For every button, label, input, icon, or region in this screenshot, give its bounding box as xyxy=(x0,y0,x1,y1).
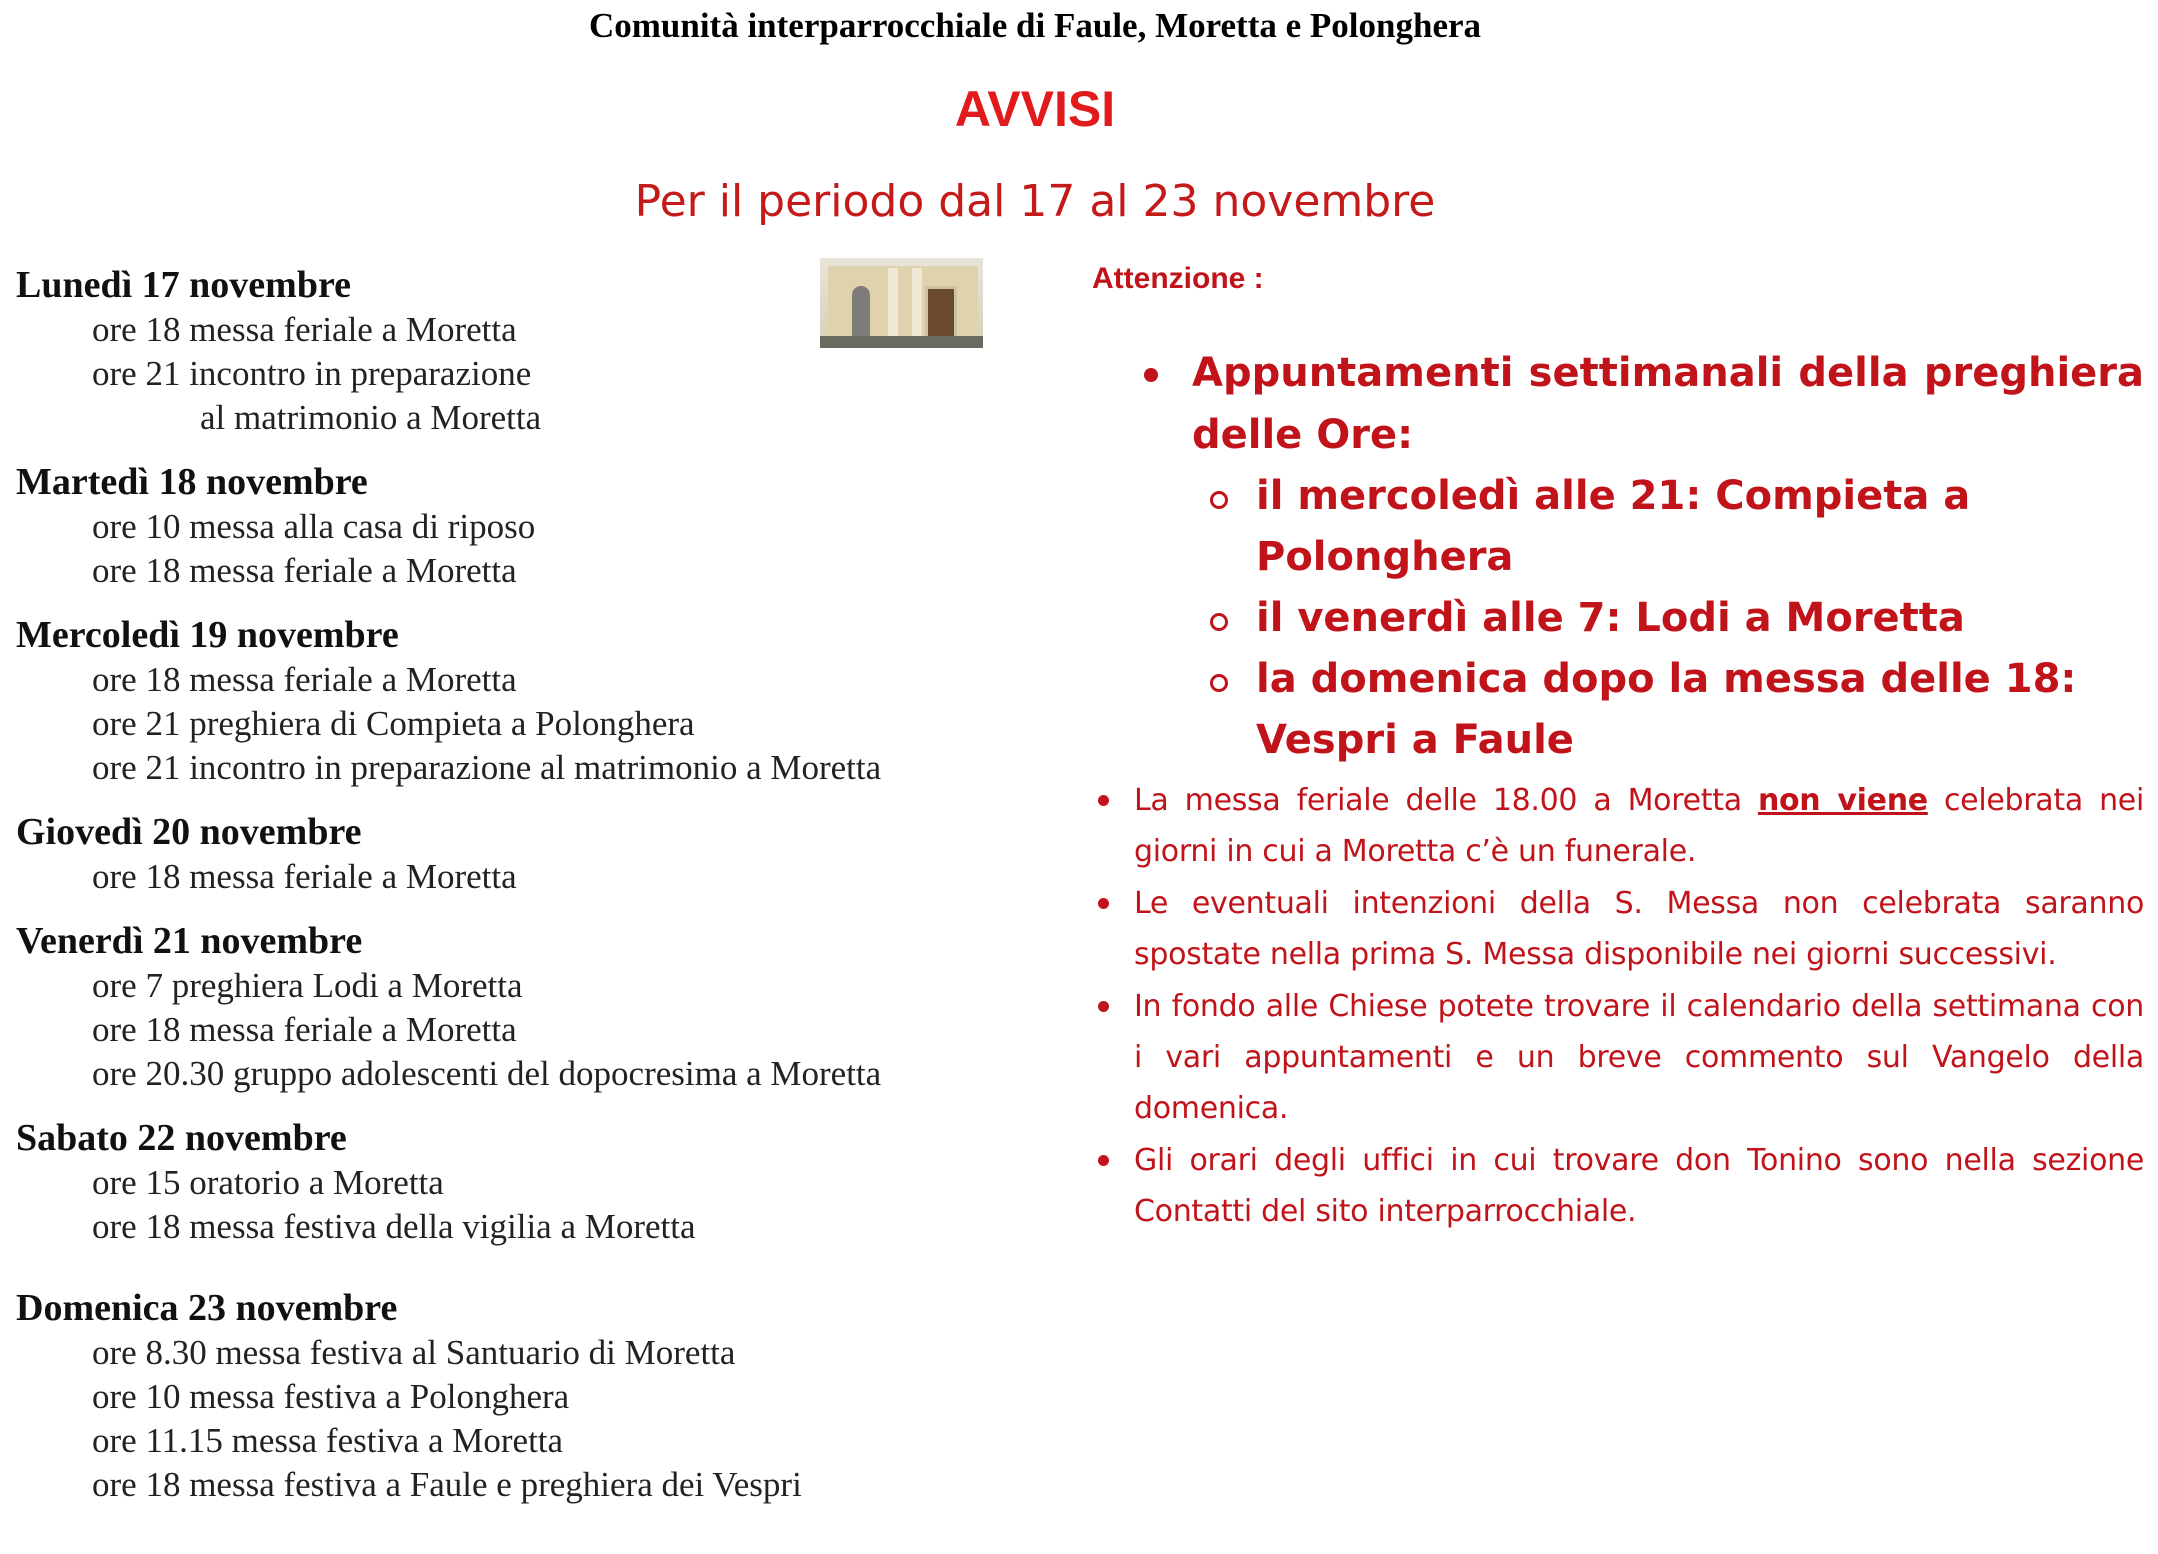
attention-label: Attenzione : xyxy=(1092,262,1264,295)
note-text: celebrata nei giorni in cui a Moretta c’è un funerale. xyxy=(1134,783,2144,869)
day-title: Domenica 23 novembre xyxy=(16,1287,398,1329)
note-emphasis: non viene xyxy=(1757,783,1928,818)
notes-list xyxy=(1092,775,2144,1237)
list-item-text: la domenica dopo la messa delle 18: Vespri a Faule xyxy=(1256,656,2077,763)
schedule-day-wednesday xyxy=(16,612,1016,790)
schedule-entry: ore 15 oratorio a Moretta xyxy=(92,1163,444,1202)
circle-bullet-icon xyxy=(1210,613,1228,631)
bullet-icon xyxy=(1098,1001,1109,1012)
bullet-icon xyxy=(1098,795,1109,806)
schedule-entry: ore 10 messa festiva a Polonghera xyxy=(92,1377,570,1416)
schedule-entry: ore 8.30 messa festiva al Santuario di Moretta xyxy=(92,1333,736,1372)
prayer-appointments-text: Appuntamenti settimanali della preghiera delle Ore: xyxy=(1192,350,2144,458)
list-item-text: il mercoledì alle 21: Compieta a Polonghera xyxy=(1256,473,1971,580)
schedule-day-monday xyxy=(16,262,1016,440)
weekly-schedule xyxy=(16,262,1016,1526)
note-calendar xyxy=(1092,981,2144,1134)
day-title: Martedì 18 novembre xyxy=(16,461,368,503)
schedule-entry: ore 18 messa festiva della vigilia a Moretta xyxy=(92,1207,696,1246)
circle-bullet-icon xyxy=(1210,674,1228,692)
schedule-entry: ore 11.15 messa festiva a Moretta xyxy=(92,1421,564,1460)
note-text: Le eventuali intenzioni della S. Messa non celebrata saranno spostate nella prima S. Messa disponibile nei giorni successivi. xyxy=(1134,886,2144,972)
note-text: Gli orari degli uffici in cui trovare don Tonino sono nella sezione Contatti del sito interparrocchiale. xyxy=(1134,1143,2144,1229)
note-text: In fondo alle Chiese potete trovare il calendario della settimana con i vari appuntamenti e un breve commento sul Vangelo della domenica. xyxy=(1134,989,2144,1126)
bullet-icon xyxy=(1098,898,1109,909)
schedule-day-saturday xyxy=(16,1115,1016,1249)
schedule-day-tuesday xyxy=(16,459,1016,593)
schedule-day-friday xyxy=(16,918,1016,1096)
note-funeral xyxy=(1092,775,2144,877)
schedule-entry: ore 18 messa feriale a Moretta xyxy=(92,551,517,590)
schedule-entry: ore 18 messa feriale a Moretta xyxy=(92,310,517,349)
notices-panel xyxy=(1092,262,2144,1237)
page-title: AVVISI xyxy=(954,81,1116,137)
schedule-entry: ore 20.30 gruppo adolescenti del dopocresima a Moretta xyxy=(92,1054,882,1093)
schedule-entry: ore 7 preghiera Lodi a Moretta xyxy=(92,966,523,1005)
schedule-entry: ore 18 messa feriale a Moretta xyxy=(92,1010,517,1049)
schedule-entry: ore 21 incontro in preparazione al matrimonio a Moretta xyxy=(92,748,882,787)
prayer-appointments-list xyxy=(1092,466,2144,771)
schedule-entry-text: ore 21 incontro in preparazione xyxy=(92,354,532,393)
schedule-entry xyxy=(16,352,1016,440)
schedule-entry: ore 18 messa festiva a Faule e preghiera dei Vespri xyxy=(92,1465,802,1504)
note-office-hours xyxy=(1092,1135,2144,1237)
period-subtitle: Per il periodo dal 17 al 23 novembre xyxy=(634,176,1436,227)
list-item-text: il venerdì alle 7: Lodi a Moretta xyxy=(1256,595,1965,641)
schedule-entry: ore 21 preghiera di Compieta a Polonghera xyxy=(92,704,695,743)
schedule-entry-continuation: al matrimonio a Moretta xyxy=(200,398,542,437)
schedule-entry: ore 18 messa feriale a Moretta xyxy=(92,857,517,896)
schedule-day-thursday xyxy=(16,809,1016,899)
schedule-entry: ore 18 messa feriale a Moretta xyxy=(92,660,517,699)
note-text: La messa feriale delle 18.00 a Moretta xyxy=(1134,783,1758,818)
list-item xyxy=(1092,588,2144,649)
schedule-day-sunday xyxy=(16,1285,1016,1507)
day-title: Mercoledì 19 novembre xyxy=(16,614,399,656)
day-title: Lunedì 17 novembre xyxy=(16,264,352,306)
day-title: Venerdì 21 novembre xyxy=(16,920,363,962)
day-title: Giovedì 20 novembre xyxy=(16,811,362,853)
note-intentions xyxy=(1092,878,2144,980)
bullet-icon xyxy=(1098,1155,1109,1166)
list-item xyxy=(1092,466,2144,588)
prayer-appointments-bullet xyxy=(1092,342,2144,466)
circle-bullet-icon xyxy=(1210,491,1228,509)
list-item xyxy=(1092,649,2144,771)
organization-heading: Comunità interparrocchiale di Faule, Moretta e Polonghera xyxy=(588,6,1482,45)
bullet-icon xyxy=(1144,368,1158,382)
day-title: Sabato 22 novembre xyxy=(16,1117,347,1159)
schedule-entry: ore 10 messa alla casa di riposo xyxy=(92,507,536,546)
